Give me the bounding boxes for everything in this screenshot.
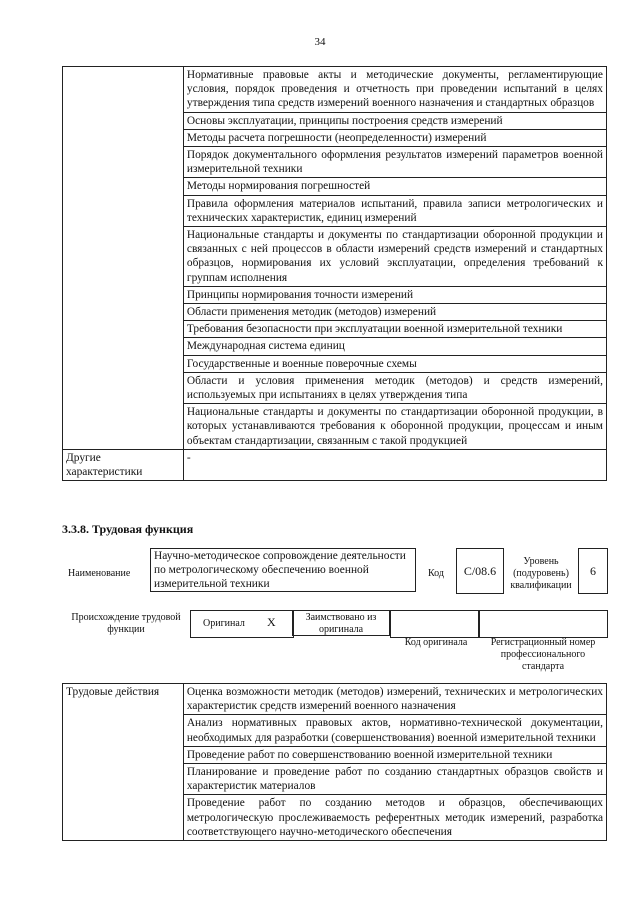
code-label: Код <box>428 568 444 579</box>
table-cell: Методы нормирования погрешностей <box>183 178 606 195</box>
table-cell: Оценка возможности методик (методов) измерений, технических и метрологических характеристик средств измерений военного назначения <box>183 684 606 715</box>
empty-label-cell <box>63 67 184 450</box>
code-original-box <box>390 610 480 638</box>
level-value-box: 6 <box>578 548 608 594</box>
code-original-caption: Код оригинала <box>404 637 468 648</box>
table-row <box>63 684 607 715</box>
other-characteristics-value: - <box>183 449 606 480</box>
table-cell: Принципы нормирования точности измерений <box>183 286 606 303</box>
page-number: 34 <box>314 36 326 48</box>
labor-actions-table <box>62 683 607 841</box>
table-cell: Основы эксплуатации, принципы построения средств измерений <box>183 112 606 129</box>
reg-number-box <box>478 610 608 638</box>
origin-label: Происхождение трудовой функции <box>71 612 181 635</box>
labor-actions-label: Трудовые действия <box>63 684 184 841</box>
table-cell: Области и условия применения методик (методов) и средств измерений, используемых при испытаниях в целях утверждения типа <box>183 372 606 403</box>
table-cell: Международная система единиц <box>183 338 606 355</box>
knowledge-table <box>62 66 607 481</box>
table-cell: Нормативные правовые акты и методические документы, регламентирующие условия, порядок проведения и отчетность при проведении испытаний в целях утверждения типа средств измерений военного назначения и стандартных образцов <box>183 67 606 113</box>
table-cell: Области применения методик (методов) измерений <box>183 304 606 321</box>
function-code-box: C/08.6 <box>456 548 504 594</box>
table-row <box>63 67 607 113</box>
table-cell: Правила оформления материалов испытаний, правила записи метрологических и технических характеристик, единиц измерений <box>183 195 606 226</box>
table-cell: Проведение работ по совершенствованию военной измерительной техники <box>183 746 606 763</box>
table-cell: Проведение работ по созданию методов и образцов, обеспечивающих метрологическую прослеживаемость референтных методик измерений, разработка соответствующего научно-методического обеспечения <box>183 795 606 841</box>
table-cell: Планирование и проведение работ по созданию стандартных образцов свойств и характеристик материалов <box>183 764 606 795</box>
table-cell: Национальные стандарты и документы по стандартизации оборонной продукции и связанных с ней процессов в области измерений средств измерений и стандартных образцов, нормирования их условий эксплуатации, определения требований к группам исполнения <box>183 227 606 287</box>
table-cell: Методы расчета погрешности (неопределенности) измерений <box>183 129 606 146</box>
function-name-box: Научно-методическое сопровождение деятельности по метрологическому обеспечению военной измерительной техники <box>150 548 416 592</box>
reg-number-caption: Регистрационный номер профессионального стандарта <box>490 637 596 672</box>
other-characteristics-label: Другие характеристики <box>63 449 184 480</box>
table-cell: Анализ нормативных правовых актов, нормативно-технической документации, необходимых для разработки (совершенствования) военной измерительной техники <box>183 715 606 746</box>
section-title: 3.3.8. Трудовая функция <box>62 522 194 536</box>
table-row <box>63 449 607 480</box>
table-cell: Национальные стандарты и документы по стандартизации оборонной продукции, в которых устанавливаются требования к оборонной продукции, процессам и иным объектам стандартизации, связанным с такой продукцией <box>183 404 606 450</box>
name-label: Наименование <box>68 568 131 579</box>
table-cell: Требования безопасности при эксплуатации военной измерительной техники <box>183 321 606 338</box>
table-cell: Государственные и военные поверочные схемы <box>183 355 606 372</box>
original-label: Оригинал <box>203 618 245 629</box>
original-cell <box>190 610 294 638</box>
original-mark: X <box>267 615 276 629</box>
borrowed-cell: Заимствовано из оригинала <box>292 610 390 636</box>
table-cell: Порядок документального оформления результатов измерений параметров военной измерительной техники <box>183 147 606 178</box>
level-label: Уровень (подуровень) квалификации <box>510 556 572 591</box>
